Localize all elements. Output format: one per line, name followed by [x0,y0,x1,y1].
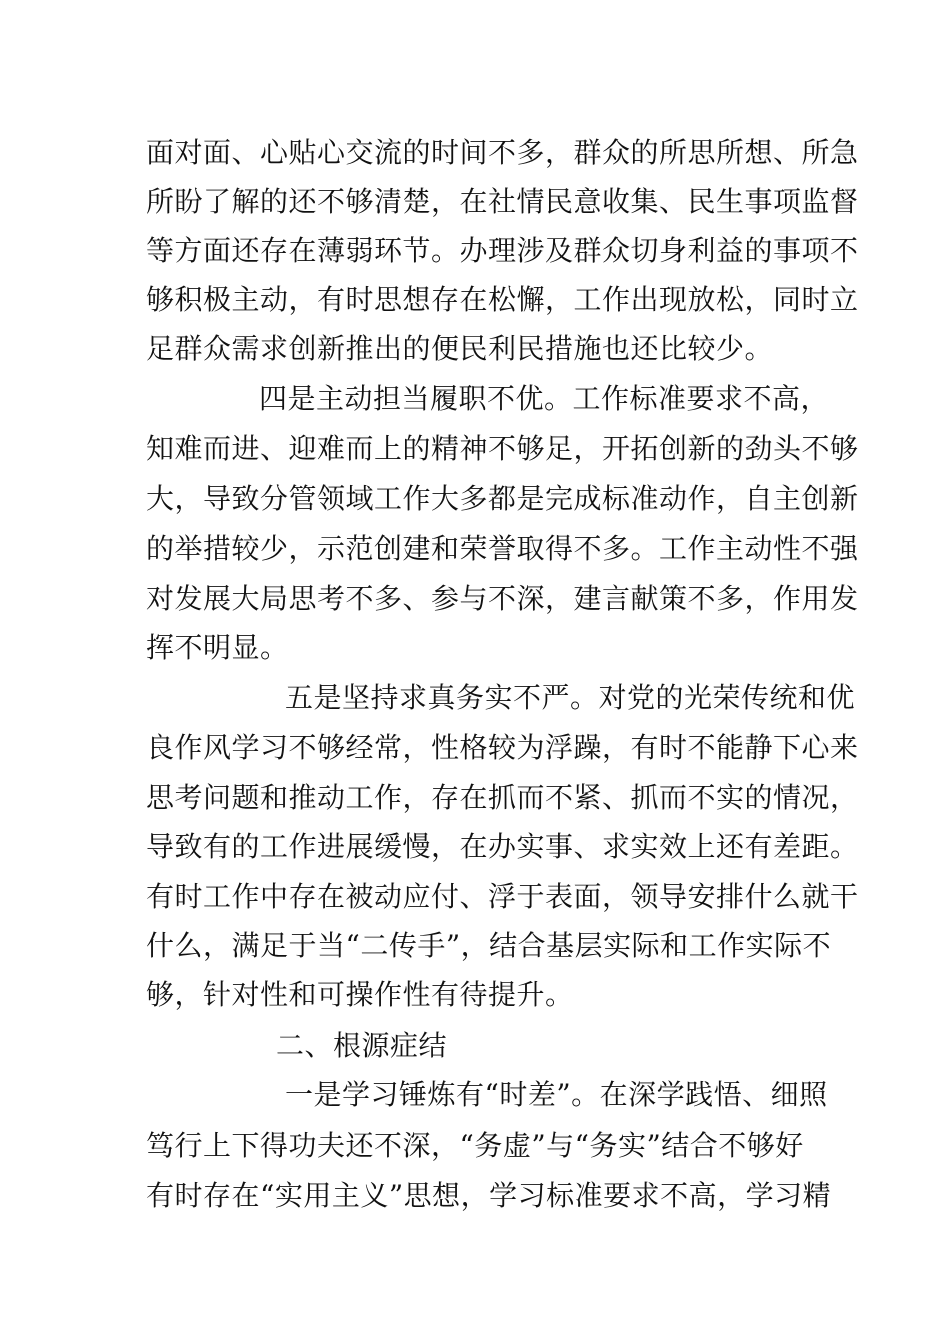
text-line: 面对面、心贴心交流的时间不多，群众的所思所想、所急 [146,136,859,169]
text-line: 对发展大局思考不多、参与不深，建言献策不多，作用发 [146,582,859,615]
text-line: 笃行上下得功夫还不深，“务虚”与“务实”结合不够好 [146,1129,804,1162]
text-line: 有时存在“实用主义”思想，学习标准要求不高，学习精 [146,1179,832,1212]
text-line: 够，针对性和可操作性有待提升。 [146,978,574,1011]
text-line: 的举措较少，示范创建和荣誉取得不多。工作主动性不强 [146,532,859,565]
text-line: 所盼了解的还不够清楚，在社情民意收集、民生事项监督 [146,185,859,218]
text-line: 导致有的工作进展缓慢，在办实事、求实效上还有差距。 [146,830,859,863]
text-line: 良作风学习不够经常，性格较为浮躁，有时不能静下心来 [146,731,859,764]
text-line: 有时工作中存在被动应付、浮于表面，领导安排什么就干 [146,880,859,913]
text-line: 等方面还存在薄弱环节。办理涉及群众切身利益的事项不 [146,234,859,267]
paragraph-heading-one: 一是学习锤炼有“时差”。在深学践悟、细照 [285,1078,828,1111]
paragraph-heading-four: 四是主动担当履职不优。工作标准要求不高， [259,382,830,415]
paragraph-heading-five: 五是坚持求真务实不严。对党的光荣传统和优 [285,681,856,714]
text-line: 思考问题和推动工作，存在抓而不紧、抓而不实的情况， [146,781,859,814]
section-heading: 二、根源症结 [276,1029,448,1062]
text-line: 够积极主动，有时思想存在松懈，工作出现放松，同时立 [146,283,859,316]
text-line: 足群众需求创新推出的便民利民措施也还比较少。 [146,332,774,365]
text-line: 大，导致分管领域工作大多都是完成标准动作，自主创新 [146,482,859,515]
text-line: 知难而进、迎难而上的精神不够足，开拓创新的劲头不够 [146,432,859,465]
text-line: 什么，满足于当“二传手”，结合基层实际和工作实际不 [146,929,832,962]
text-line: 挥不明显。 [146,631,289,664]
